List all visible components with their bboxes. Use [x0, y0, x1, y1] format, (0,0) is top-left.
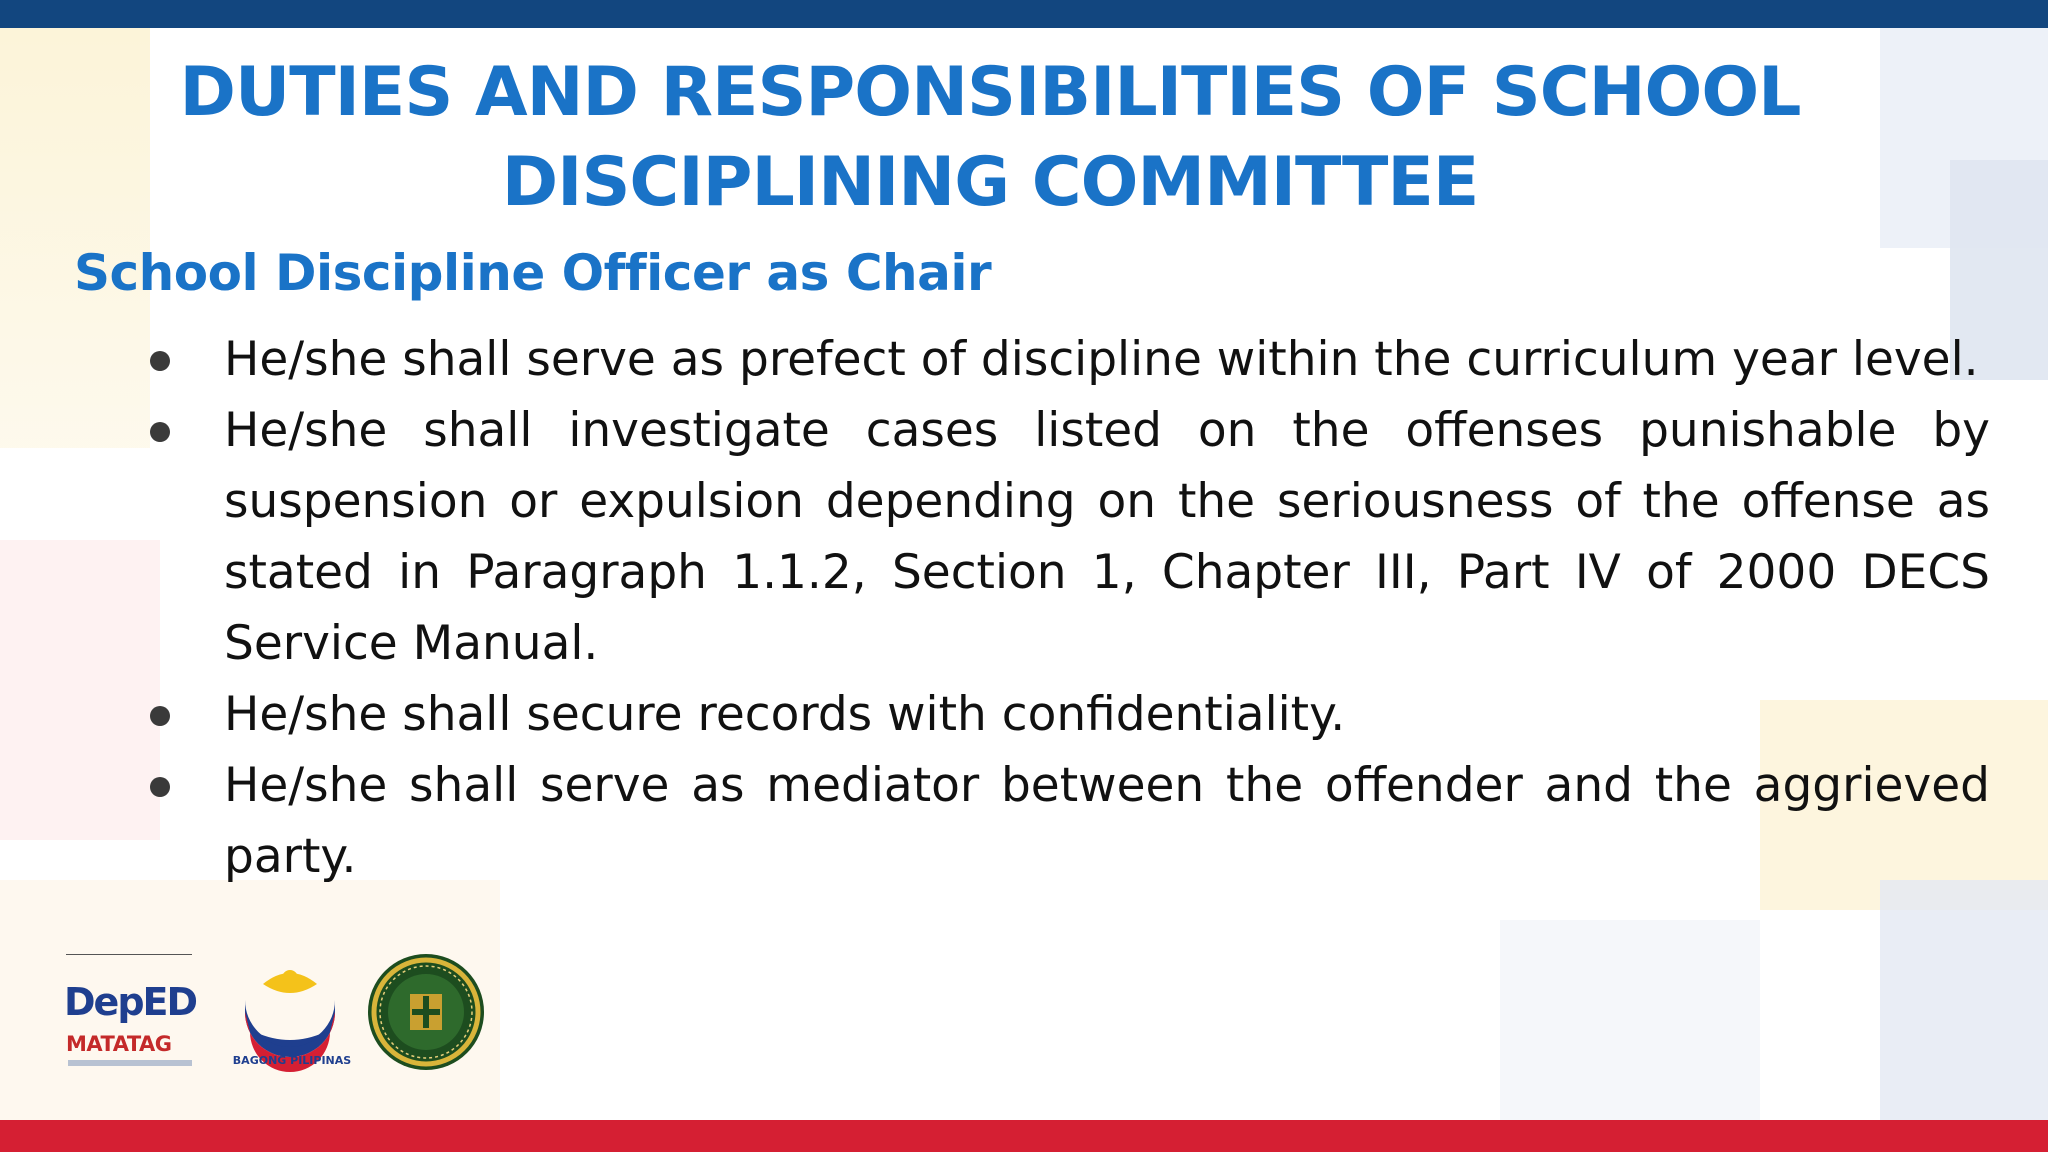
list-item-text: He/she shall secure records with confidentiality.: [224, 687, 1346, 742]
bullet-icon: [150, 706, 170, 726]
background-block: [0, 540, 160, 840]
tagline-strip: [68, 1060, 192, 1066]
list-item-text: He/she shall serve as mediator between the offender and the aggrieved party.: [224, 758, 1990, 884]
list-item: [148, 679, 1990, 750]
matatag-logo-text: MATATAG: [66, 1032, 172, 1056]
bullet-icon: [150, 351, 170, 371]
title-line-2: DISCIPLINING COMMITTEE: [501, 143, 1479, 222]
footer-logos: [60, 950, 500, 1080]
bottom-bar: [0, 1120, 2048, 1152]
bullet-icon: [150, 777, 170, 797]
bullet-icon: [150, 422, 170, 442]
page-title: [100, 48, 1880, 228]
deped-matatag-logo: [60, 950, 195, 1080]
title-line-1: DUTIES AND RESPONSIBILITIES OF SCHOOL: [179, 53, 1801, 132]
list-item: [148, 395, 1990, 679]
list-item-text: He/she shall investigate cases listed on the offenses punishable by suspension or expulsion depending on the seriousness of the offense as stated in Paragraph 1.1.2, Section 1, Chapter III, Part IV of 2000 DECS Service Manual.: [224, 403, 1990, 671]
bagong-pilipinas-text: BAGONG PILIPINAS: [232, 1054, 352, 1067]
top-bar: [0, 0, 2048, 28]
section-subtitle: School Discipline Officer as Chair: [74, 244, 992, 302]
list-item-text: He/she shall serve as prefect of discipline within the curriculum year level.: [224, 332, 1979, 387]
deped-logo-text: DepED: [64, 980, 197, 1024]
background-block: [1880, 880, 2048, 1120]
background-block: [1500, 920, 1760, 1120]
duties-list: [148, 324, 1990, 892]
list-item: [148, 324, 1990, 395]
school-seal-icon: [364, 950, 488, 1074]
list-item: [148, 750, 1990, 892]
divider: [66, 954, 192, 955]
